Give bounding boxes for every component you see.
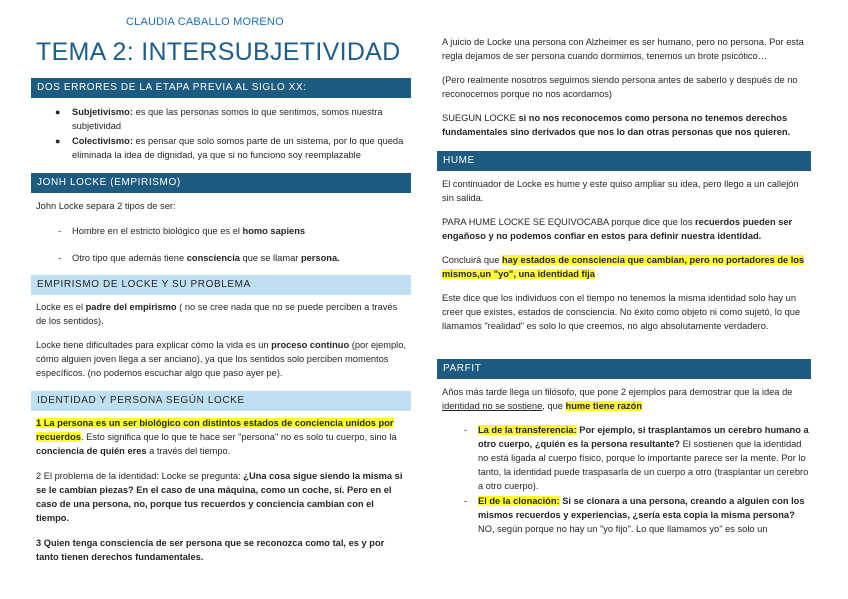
dash-icon: -: [464, 425, 468, 435]
paragraph-proceso-continuo: [36, 338, 406, 380]
text: PARA HUME LOCKE SE EQUIVOCABA porque dice que los: [442, 217, 696, 227]
text: que se llamar: [239, 253, 301, 263]
paragraph-parfit-intro: [442, 385, 810, 413]
term-proceso-continuo: proceso continuo: [271, 340, 350, 350]
dash-icon: -: [58, 226, 62, 236]
text: NO, según porque no hay un "yo fijo". Lo que llamamos yo" es solo un: [478, 524, 768, 534]
section-header-dos-errores: DOS ERRORES DE LA ETAPA PREVIA AL SIGLO XX:: [31, 78, 411, 98]
text: Hombre en el estricto biológico que es el: [72, 226, 243, 236]
dash-icon: -: [464, 496, 468, 506]
text: . Esto significa que lo que te hace ser "persona" no es solo tu cuerpo, sino la: [80, 432, 397, 442]
list-item-transferencia: [464, 423, 811, 493]
section-header-empirismo: EMPIRISMO DE LOCKE Y SU PROBLEMA: [31, 275, 411, 295]
list-item-colectivismo: [55, 134, 408, 162]
dash-icon: -: [58, 253, 62, 263]
text: Locke tiene dificultades para explicar cómo la vida es un: [36, 340, 272, 350]
highlight-estados-consciencia: hay estados de consciencia que cambian, pero no portadores de los mismos,un "yo", una identidad fija: [442, 255, 805, 279]
paragraph-problema-identidad: [36, 469, 406, 525]
highlight-clonacion: El de la clonación:: [478, 496, 560, 506]
paragraph-locke-intro: John Locke separa 2 tipos de ser:: [36, 201, 176, 211]
paragraph-individuos-tiempo: Este dice que los individuos con el tiempo no tenemos la misma identidad solo hay un creer que existes, estados de consciencia. No éxito como objeto ni como sujetó, lo que llamamos "realidad" es solo lo que creemos, no algo absolutamente verdadero.: [442, 293, 801, 331]
underline-identidad: identidad no se sostiene: [442, 401, 543, 411]
bullet-icon: ●: [55, 136, 61, 146]
section-header-identidad: IDENTIDAD Y PERSONA SEGÚN LOCKE: [31, 391, 411, 411]
paragraph-consciencia-derechos: 3 Quien tenga consciencia de ser persona que se reconozca como tal, es y por tanto tienen derechos fundamentales.: [36, 538, 385, 562]
question-clonacion: Si se clonara a una persona, creando a alguien con los mismos recuerdos y experiencias, ¿sería esta copia la misma persona?: [478, 496, 805, 520]
paragraph-seguimos-persona: (Pero realmente nosotros seguimos siendo persona antes de saberlo y después de no reconocernos porque no nos acordamos): [442, 75, 798, 99]
term-padre-empirismo: padre del empirismo: [85, 302, 177, 312]
text: SUEGUN LOCKE: [442, 113, 519, 123]
section-header-parfit: PARFIT: [437, 359, 811, 379]
page-title: TEMA 2: INTERSUBJETIVIDAD: [36, 38, 401, 66]
question-identidad: ¿Una cosa sigue siendo la misma si se le cambian piezas? En el caso de una máquina, como un coche, sí. Pero en el caso de una persona, no, porque tus recuerdos y conciencia cambian con el tiempo.: [36, 471, 403, 523]
conclusion-locke: si no nos reconocemos como persona no tenemos derechos fundamentales sino derivados que nos lo dan otras personas que nos quieren.: [442, 113, 791, 137]
bullet-icon: ●: [55, 107, 61, 117]
paragraph-alzheimer: A juicio de Locke una persona con Alzheimer es ser humano, pero no persona. Por esta regla dejamos de ser persona cuando dormimos, tenemos un brote psicótico…: [442, 37, 804, 61]
term-persona: persona.: [300, 253, 340, 263]
text: Años más tarde llega un filósofo, que pone 2 ejemplos para demostrar que la idea de: [442, 387, 793, 397]
text: ( no se cree nada que no se puede perciben a través de los sentidos).: [36, 302, 398, 326]
term-homo-sapiens: homo sapiens: [242, 226, 306, 236]
text: , que: [542, 401, 566, 411]
paragraph-hume-equivocaba: [442, 215, 810, 243]
term-consciencia: consciencia: [186, 253, 240, 263]
text: a través del tiempo.: [146, 446, 231, 456]
list-item-subjetivismo: [55, 105, 408, 133]
term-colectivismo: Colectivismo:: [72, 136, 133, 146]
def-colectivismo: es pensar que solo somos parte de un sistema, por lo que queda eliminada la idea de dignidad, ya que si no funciono soy reemplazable: [72, 136, 404, 160]
paragraph-concluira: [442, 253, 810, 281]
paragraph-segun-locke: [442, 111, 810, 139]
def-subjetivismo: es que las personas somos lo que sentimos, somos nuestra subjetividad: [72, 107, 383, 131]
paragraph-continuador: El continuador de Locke es hume y este quiso ampliar su idea, pero llego a un callejón sin salida.: [442, 179, 799, 203]
paragraph-persona-biologica: [36, 416, 406, 458]
author-name: CLAUDIA CABALLO MORENO: [126, 16, 284, 28]
list-item-hombre: [58, 224, 408, 238]
highlight-hume-razon: hume tiene razón: [565, 401, 643, 411]
highlight-persona-definicion: 1 La persona es un ser biológico con distintos estados de conciencia unidos por recuerdos: [36, 418, 394, 442]
section-header-locke: JONH LOCKE (EMPIRISMO): [31, 173, 411, 193]
term-subjetivismo: Subjetivismo:: [72, 107, 133, 117]
term-conciencia-quien: conciencia de quién eres: [36, 446, 147, 456]
list-item-persona: [58, 251, 408, 265]
text: Locke es el: [36, 302, 86, 312]
paragraph-padre-empirismo: [36, 300, 406, 328]
text: 2 El problema de la identidad: Locke se pregunta:: [36, 471, 244, 481]
text: (por ejemplo, cómo alguien joven llega a ser anciano), ya que los sentidos solo perciben momentos específicos. (no podemos escuchar algo que paso ayer pe).: [36, 340, 406, 378]
question-transferencia: Por ejemplo, si trasplantamos un cerebro humano a otro cuerpo, ¿quién es la persona resultante?: [478, 425, 809, 449]
text: Otro tipo que además tiene: [72, 253, 187, 263]
text: Concluirá que: [442, 255, 502, 265]
text: El sostienen que la identidad no está ligada al cuerpo físico, porque lo importante parece ser la mente. Por lo tanto, la identidad puede traspasarla de un cuerpo a otro (trasplantar un cerebro a otro cuerpo).: [478, 439, 809, 491]
list-item-clonacion: [464, 494, 811, 536]
highlight-transferencia: La de la transferencia:: [478, 425, 577, 435]
term-recuerdos-engano: recuerdos pueden ser engañoso y no podemos confiar en estos para definir nuestra identidad.: [442, 217, 793, 241]
section-header-hume: HUME: [437, 151, 811, 171]
